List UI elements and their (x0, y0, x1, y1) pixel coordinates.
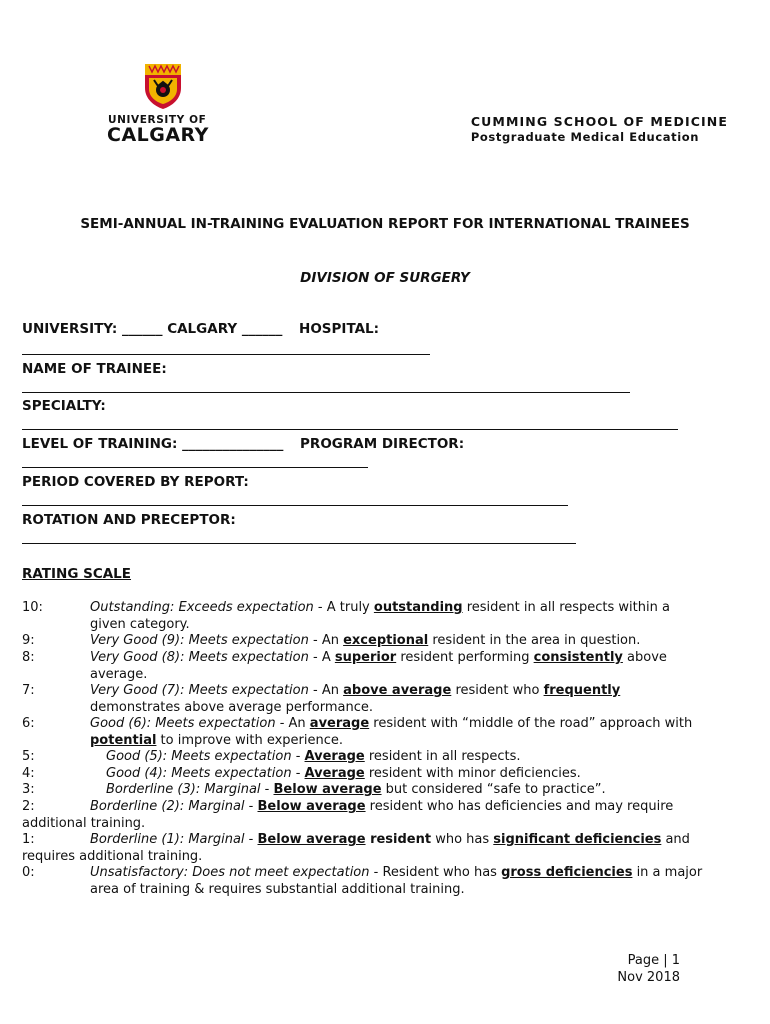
rating-text-wrap: given category. (90, 616, 190, 632)
division-title: DIVISION OF SURGERY (300, 270, 470, 286)
rating-text: Very Good (9): Meets expectation - An exceptional resident in the area in question. (90, 633, 641, 648)
document-title: SEMI-ANNUAL IN-TRAINING EVALUATION REPORT FOR INTERNATIONAL TRAINEES (80, 216, 690, 232)
rating-number: 4: (22, 766, 35, 781)
university-field (22, 321, 379, 337)
hospital-label: HOSPITAL: (299, 321, 380, 337)
director-label: PROGRAM DIRECTOR: (300, 436, 465, 452)
crest-icon (143, 62, 183, 110)
rating-text: Good (5): Meets expectation - Average resident in all respects. (106, 749, 521, 764)
rating-number: 9: (22, 633, 35, 648)
school-dept: Postgraduate Medical Education (470, 130, 700, 144)
rating-number: 5: (22, 749, 35, 764)
level-label: LEVEL OF TRAINING: _______________ (22, 436, 284, 452)
specialty-blank[interactable] (22, 417, 678, 434)
rating-number: 3: (22, 782, 35, 797)
level-director-field (22, 436, 464, 452)
school-header (471, 114, 728, 144)
rating-text: Very Good (8): Meets expectation - A superior resident performing consistently above (90, 650, 667, 665)
university-name-line2: CALGARY (107, 124, 209, 146)
period-blank[interactable] (22, 493, 568, 510)
rotation-label: ROTATION AND PRECEPTOR: (22, 512, 236, 528)
rating-number: 8: (22, 650, 35, 665)
rating-text-wrap: potential to improve with experience. (90, 732, 343, 748)
rating-text: Very Good (7): Meets expectation - An above average resident who frequently (90, 683, 621, 698)
university-label: UNIVERSITY: ______ CALGARY ______ (22, 321, 283, 337)
rating-number: 2: (22, 799, 35, 814)
rating-number: 1: (22, 832, 35, 847)
rating-text-wrap: requires additional training. (22, 848, 203, 864)
rating-text: Borderline (1): Marginal - Below average resident who has significant deficiencies and (90, 832, 690, 847)
rotation-blank[interactable] (22, 531, 576, 548)
rating-number: 0: (22, 865, 35, 880)
period-label: PERIOD COVERED BY REPORT: (22, 474, 249, 490)
hospital-blank[interactable] (22, 342, 430, 359)
rating-text: Borderline (2): Marginal - Below average resident who has deficiencies and may require (90, 799, 674, 814)
rating-text-wrap: area of training & requires substantial additional training. (90, 881, 465, 897)
rating-text-wrap: demonstrates above average performance. (90, 699, 374, 715)
rating-number: 7: (22, 683, 35, 698)
rating-text: Unsatisfactory: Does not meet expectation - Resident who has gross deficiencies in a major (90, 865, 703, 880)
rating-text: Good (4): Meets expectation - Average resident with minor deficiencies. (106, 766, 581, 781)
rating-text: Good (6): Meets expectation - An average resident with “middle of the road” approach with (90, 716, 693, 731)
footer-date: Nov 2018 (617, 969, 680, 985)
rating-text-wrap: additional training. (22, 815, 146, 831)
page-footer (617, 953, 680, 986)
trainee-label: NAME OF TRAINEE: (22, 361, 167, 377)
rating-number: 10: (22, 600, 43, 615)
rating-text: Borderline (3): Marginal - Below average but considered “safe to practice”. (106, 782, 606, 797)
university-name-line1: UNIVERSITY OF (108, 114, 207, 126)
trainee-blank[interactable] (22, 380, 630, 397)
rating-text-wrap: average. (90, 666, 148, 682)
school-name: CUMMING SCHOOL OF MEDICINE (470, 114, 728, 129)
director-blank[interactable] (22, 455, 368, 472)
rating-text: Outstanding: Exceeds expectation - A truly outstanding resident in all respects within a (90, 600, 670, 615)
specialty-label: SPECIALTY: (22, 398, 106, 414)
rating-number: 6: (22, 716, 35, 731)
rating-scale-heading: RATING SCALE (22, 566, 132, 582)
page-number: Page | 1 (627, 953, 680, 968)
